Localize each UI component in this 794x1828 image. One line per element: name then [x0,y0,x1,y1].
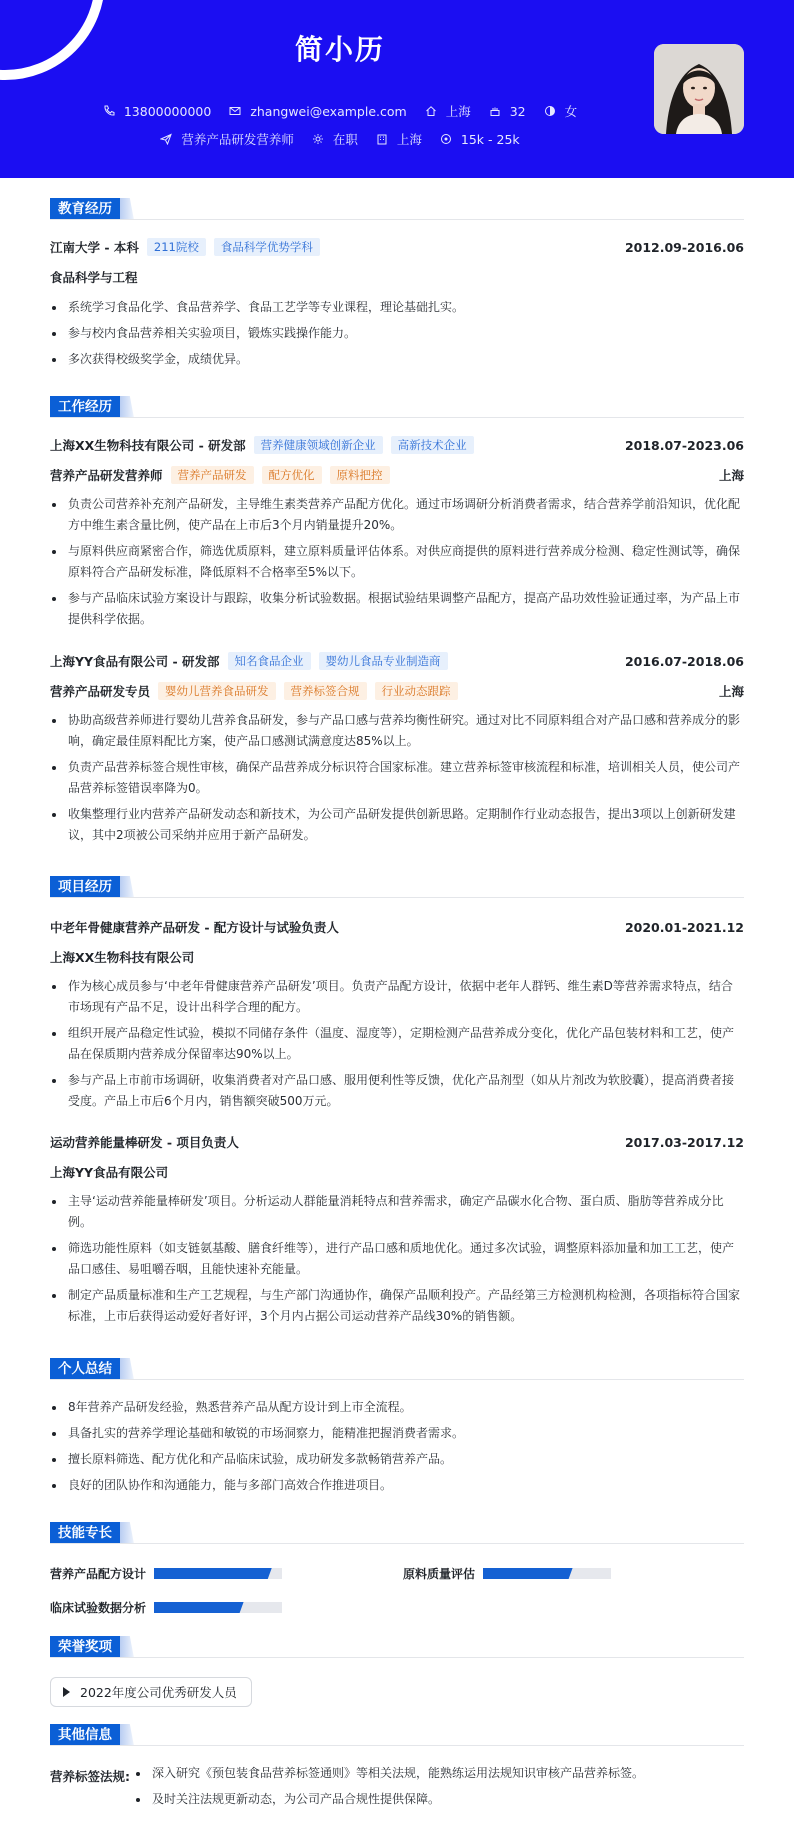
phone-icon [103,105,115,117]
summary-bullets [50,1397,744,1501]
list-item: 主导‘运动营养能量棒研发’项目。分析运动人群能量消耗特点和营养需求，确定产品碳水化合物、蛋白质、脂肪等营养成分比例。 [50,1191,744,1233]
skill-bar [154,1602,282,1613]
skill-bar-fill [154,1568,272,1579]
gear-icon [312,133,324,145]
email-text: zhangwei@example.com [250,103,407,119]
work-location: 上海 [718,468,744,483]
status-text: 在职 [332,132,358,147]
send-icon [160,133,172,145]
work-role-header [50,466,744,484]
work-role-header [50,682,744,700]
school-name: 江南大学 - 本科 [50,240,139,255]
skill-name: 营养产品配方设计 [50,1567,147,1581]
work-location: 上海 [718,684,744,699]
other-info-label: 营养标签法规: [50,1769,130,1784]
work-bullets [50,710,744,851]
contact-row [0,102,680,120]
section-title-projects: 项目经历 [50,876,134,898]
project-period: 2020.01-2021.12 [624,919,744,935]
section-title-work: 工作经历 [50,396,134,418]
job-target-text: 营养产品研发营养师 [181,132,294,147]
resume-header [0,0,794,178]
salary-info [440,132,520,147]
coin-icon [440,133,452,145]
list-item: 负责产品营养标签合规性审核，确保产品营养成分标识符合国家标准。建立营养标签审核流程和标准，培训相关人员，使公司产品营养标签错误率降为0。 [50,757,744,799]
role-tag: 婴幼儿营养食品研发 [158,682,276,700]
list-item: 8年营养产品研发经验，熟悉营养产品从配方设计到上市全流程。 [50,1397,744,1418]
project-title: 运动营养能量棒研发 - 项目负责人 [50,1135,239,1150]
section-title-skills: 技能专长 [50,1522,134,1544]
award-text: 2022年度公司优秀研发人员 [80,1685,237,1700]
project-company: 上海XX生物科技有限公司 [50,950,195,965]
list-item: 参与产品上市前市场调研，收集消费者对产品口感、服用便利性等反馈，优化产品剂型（如从片剂改为软胶囊），提高消费者接受度。产品上市后6个月内，销售额突破500万元。 [50,1070,744,1112]
cake-icon [489,105,501,117]
skill-name: 原料质量评估 [403,1567,476,1581]
skill-item [50,1565,282,1582]
list-item: 与原料供应商紧密合作，筛选优质原料，建立原料质量评估体系。对供应商提供的原料进行营养成分检测、稳定性测试等，确保原料符合产品研发标准，降低原料不合格率至5%以下。 [50,541,744,583]
skill-name: 临床试验数据分析 [50,1601,147,1615]
section-title-other: 其他信息 [50,1724,134,1746]
list-item: 深入研究《预包装食品营养标签通则》等相关法规，能熟练运用法规知识审核产品营养标签。 [134,1763,734,1784]
skill-bar-fill [154,1602,244,1613]
role-tag: 营养产品研发 [171,466,254,484]
company-tag: 高新技术企业 [391,436,474,454]
work-period: 2018.07-2023.06 [624,437,744,453]
portrait-image [654,44,744,134]
section-divider [50,417,744,418]
list-item: 系统学习食品化学、食品营养学、食品工艺学等专业课程，理论基础扎实。 [50,297,744,318]
list-item: 擅长原料筛选、配方优化和产品临床试验，成功研发多款畅销营养产品。 [50,1449,744,1470]
work-bullets [50,494,744,635]
role-tag: 行业动态跟踪 [375,682,458,700]
company-tag: 营养健康领域创新企业 [254,436,383,454]
section-divider [50,897,744,898]
list-item: 协助高级营养师进行婴幼儿营养食品研发，参与产品口感与营养均衡性研究。通过对比不同原料组合对产品口感和营养成分的影响，确定最佳原料配比方案，使产品口感测试满意度达85%以上。 [50,710,744,752]
target-city-text: 上海 [396,132,422,147]
project-header [50,918,744,936]
section-divider [50,219,744,220]
city-info [425,102,471,120]
list-item: 及时关注法规更新动态，为公司产品合规性提供保障。 [134,1789,734,1810]
job-target-info [160,130,294,148]
company-tag: 知名食品企业 [228,652,311,670]
major: 食品科学与工程 [50,270,138,285]
work-company-header [50,436,744,454]
job-intent-row [0,130,680,148]
role-name: 营养产品研发营养师 [50,468,163,483]
home-icon [425,105,437,117]
candidate-name: 简小历 [294,33,385,66]
gender-info [544,102,578,120]
project-bullets [50,976,744,1117]
project-title: 中老年骨健康营养产品研发 - 配方设计与试验负责人 [50,920,339,935]
section-divider [50,1379,744,1380]
gender-text: 女 [564,104,578,119]
avatar [654,44,744,134]
list-item: 参与产品临床试验方案设计与跟踪，收集分析试验数据。根据试验结果调整产品配方，提高产品功效性验证通过率，为产品上市提供科学依据。 [50,588,744,630]
skill-item [50,1599,282,1616]
education-header [50,238,744,256]
list-item: 制定产品质量标准和生产工艺规程，与生产部门沟通协作，确保产品顺利投产。产品经第三方检测机构检测，各项指标符合国家标准，上市后获得运动爱好者好评，3个月内占据公司运动营养产品线30%的销售额。 [50,1285,744,1327]
list-item: 收集整理行业内营养产品研发动态和新技术，为公司产品研发提供创新思路。定期制作行业动态报告，提出3项以上创新研发建议，其中2项被公司采纳并应用于新产品研发。 [50,804,744,846]
role-tag: 配方优化 [262,466,322,484]
city-text: 上海 [445,104,471,119]
school-tag: 211院校 [147,238,206,256]
target-city-info [376,130,422,148]
status-info [312,130,358,148]
skill-bar-fill [483,1568,573,1579]
education-bullets [50,297,744,375]
education-period: 2012.09-2016.06 [624,239,744,255]
section-divider [50,1543,744,1544]
school-tag: 食品科学优势学科 [214,238,320,256]
award-item [50,1677,252,1707]
caret-right-icon [63,1687,70,1697]
section-divider [50,1657,744,1658]
company-name: 上海XX生物科技有限公司 - 研发部 [50,438,246,453]
list-item: 作为核心成员参与‘中老年骨健康营养产品研发’项目。负责产品配方设计，依据中老年人群钙、维生素D等营养需求特点，结合市场现有产品不足，设计出科学合理的配方。 [50,976,744,1018]
work-company-header [50,652,744,670]
list-item: 多次获得校级奖学金，成绩优异。 [50,349,744,370]
company-tag: 婴幼儿食品专业制造商 [319,652,448,670]
list-item: 良好的团队协作和沟通能力，能与多部门高效合作推进项目。 [50,1475,744,1496]
role-tag: 原料把控 [330,466,390,484]
company-name: 上海YY食品有限公司 - 研发部 [50,654,220,669]
project-bullets [50,1191,744,1332]
project-header [50,1133,744,1151]
list-item: 参与校内食品营养相关实验项目，锻炼实践操作能力。 [50,323,744,344]
section-title-awards: 荣誉奖项 [50,1636,134,1658]
age-text: 32 [509,103,526,119]
phone-text: 13800000000 [123,103,212,119]
list-item: 筛选功能性原料（如支链氨基酸、膳食纤维等），进行产品口感和质地优化。通过多次试验，调整原料添加量和加工工艺，使产品口感佳、易咀嚼吞咽，且能快速补充能量。 [50,1238,744,1280]
skill-bar [154,1568,282,1579]
building-icon [376,133,388,145]
section-title-summary: 个人总结 [50,1358,134,1380]
phone-info [103,104,211,119]
role-name: 营养产品研发专员 [50,684,151,699]
section-title-education: 教育经历 [50,198,134,220]
salary-text: 15k - 25k [460,131,520,147]
mail-icon [229,105,241,117]
age-info [489,104,526,119]
project-company: 上海YY食品有限公司 [50,1165,169,1180]
list-item: 组织开展产品稳定性试验，模拟不同储存条件（温度、湿度等），定期检测产品营养成分变化，优化产品包装材料和工艺，使产品在保质期内营养成分保留率达90%以上。 [50,1023,744,1065]
section-divider [50,1745,744,1746]
project-period: 2017.03-2017.12 [624,1134,744,1150]
list-item: 负责公司营养补充剂产品研发，主导维生素类营养产品配方优化。通过市场调研分析消费者需求，结合营养学前沿知识，优化配方中维生素含量比例，使产品在上市后3个月内销量提升20%。 [50,494,744,536]
list-item: 具备扎实的营养学理论基础和敏锐的市场洞察力，能精准把握消费者需求。 [50,1423,744,1444]
other-info-list [134,1763,734,1815]
work-period: 2016.07-2018.06 [624,653,744,669]
email-info [229,104,406,119]
skill-bar [483,1568,611,1579]
role-tag: 营养标签合规 [284,682,367,700]
skill-item [403,1565,611,1582]
gender-icon [544,105,556,117]
